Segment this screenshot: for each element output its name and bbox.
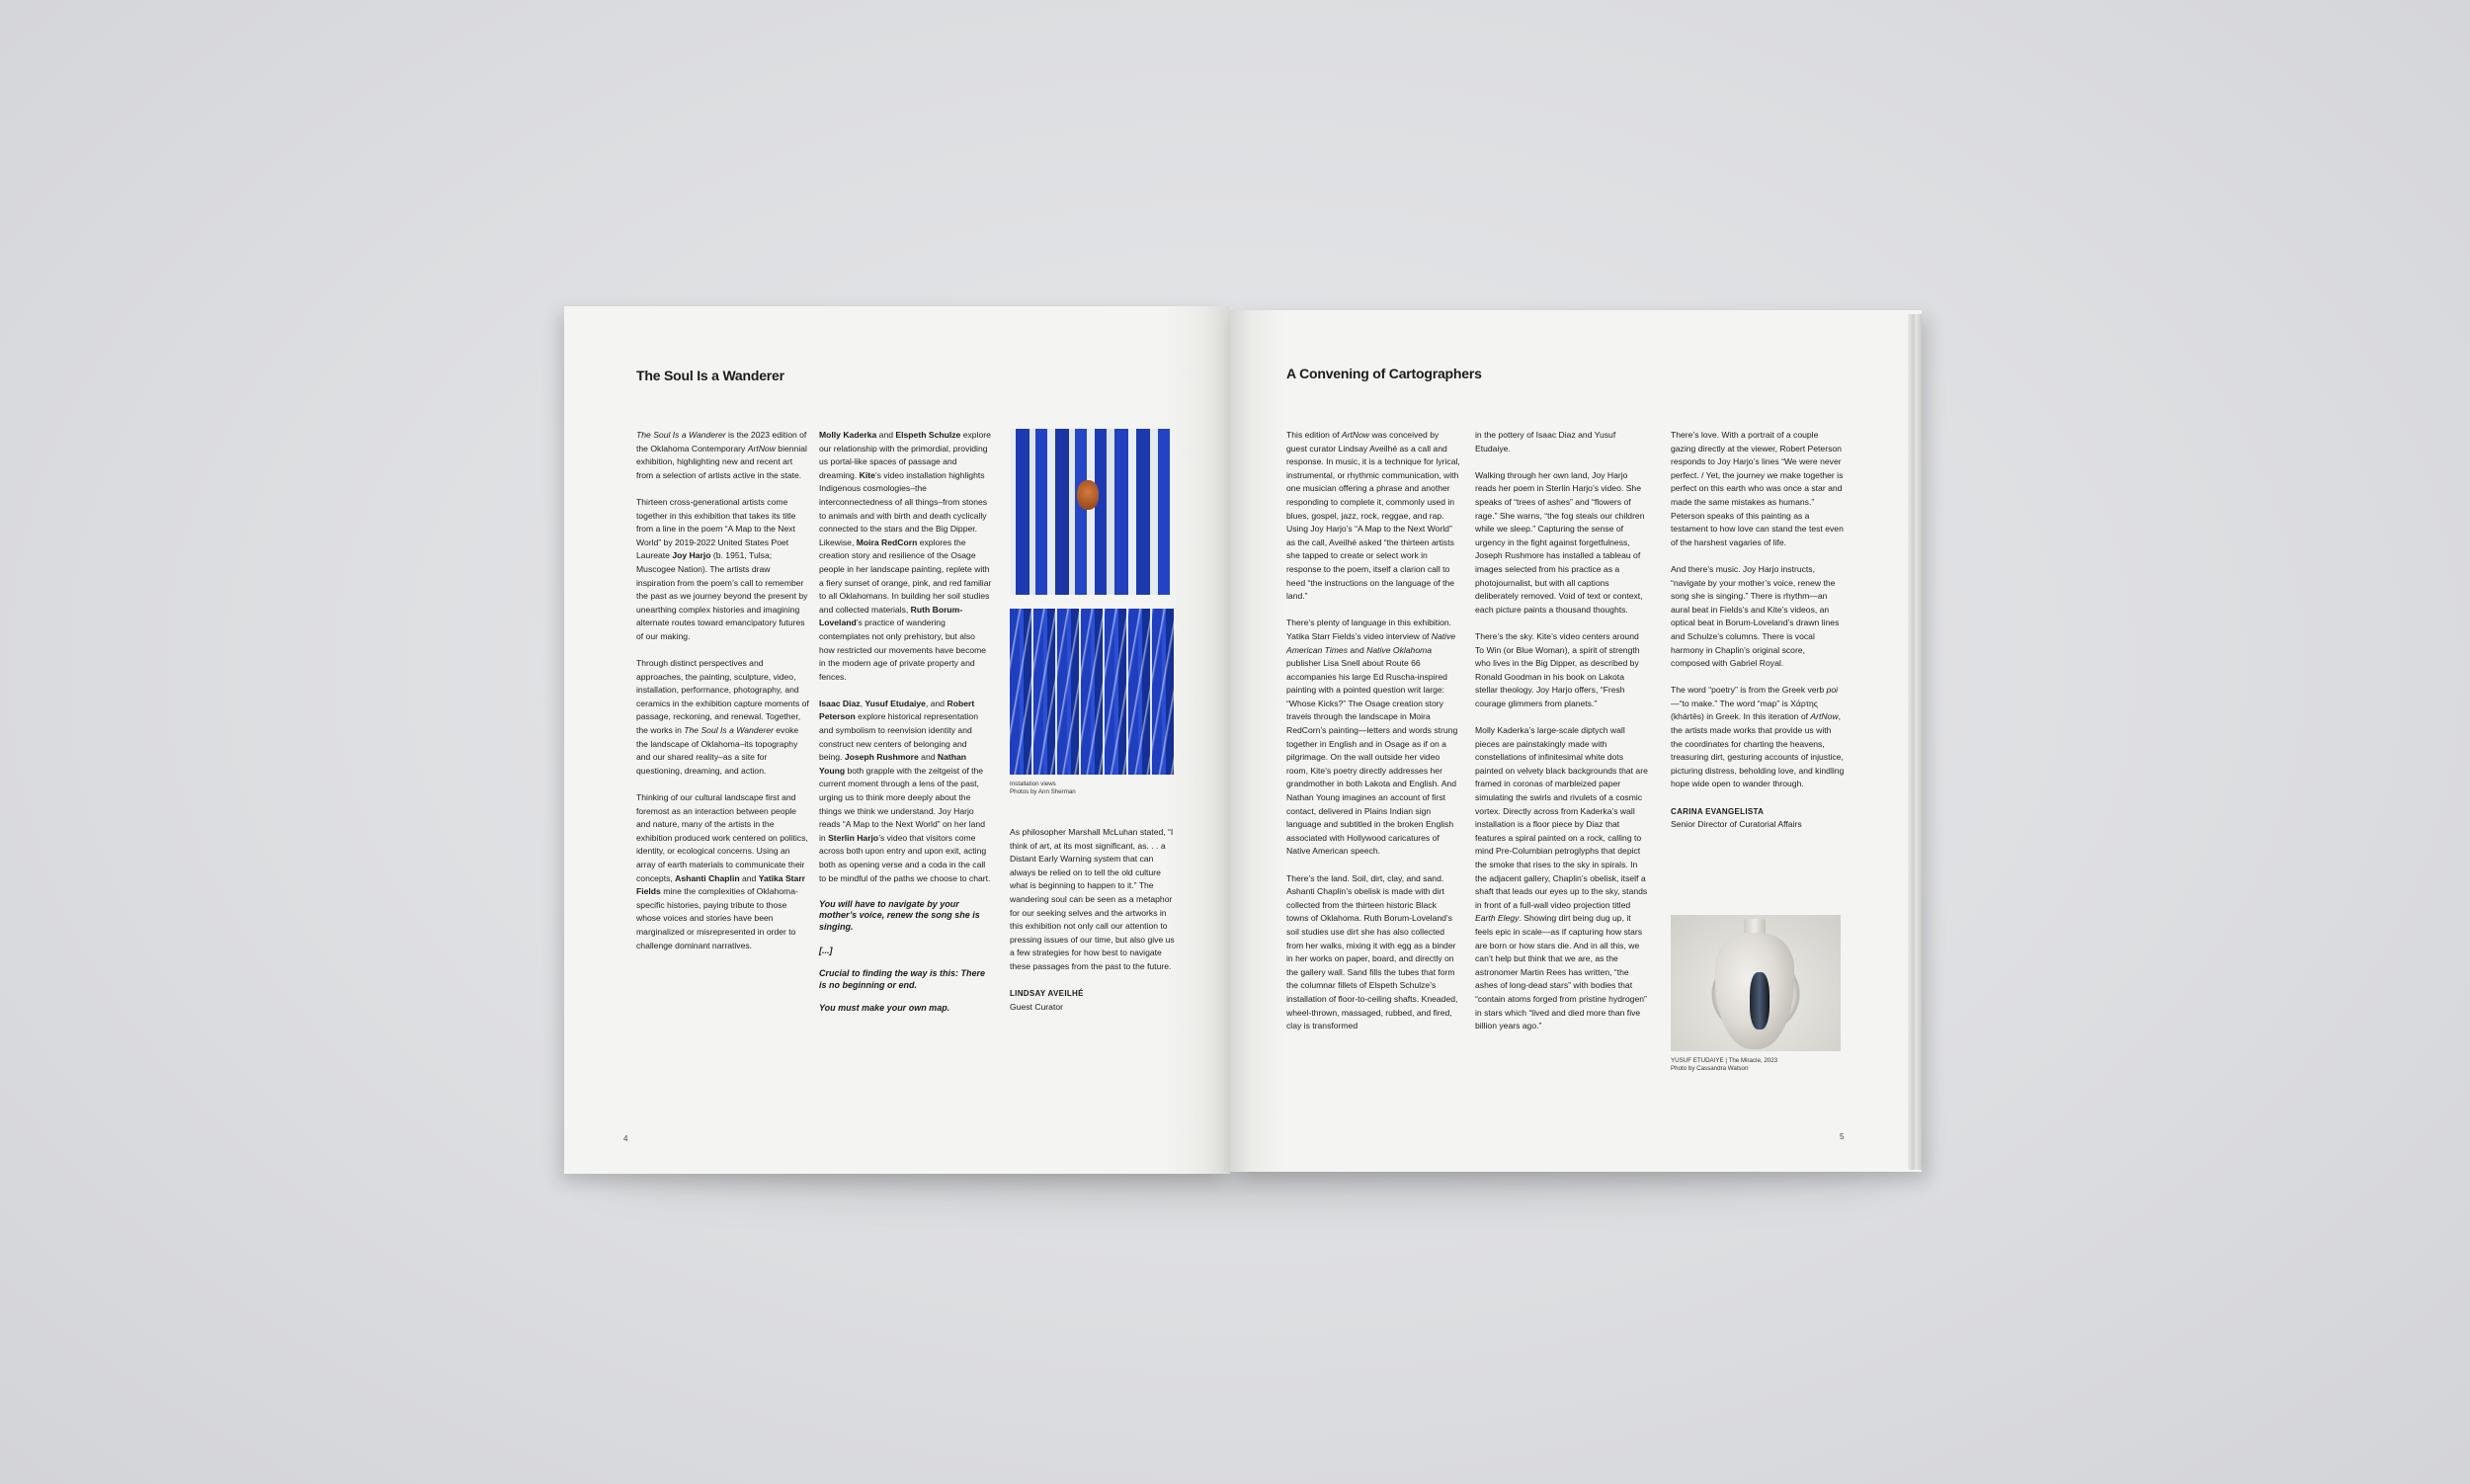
paragraph: The word “poetry” is from the Greek verb poi—“to make.” The word “map” is Χάρτης (khártēs) in Greek. In this iteration of ArtNow, the artists made works that provide us with the coordinates for charting the heavens, treasuring dirt, gesturing accounts of injustice, picturing distress, beholding love, and kindling hope wide open to wander through. <box>1671 685 1845 789</box>
paragraph: There’s the land. Soil, dirt, clay, and sand. Ashanti Chaplin’s obelisk is made with dirt collected from the thirteen historic Black towns of Oklahoma. Ruth Borum-Loveland’s soil studies use dirt she has also collected from her walks, mixing it with egg as a binder in her works on paper, board, and directly on the gallery wall. Sand fills the tubes that form the columnar fillets of Elspeth Schulze’s installation of floor-to-ceiling shafts. Kneaded, wheel-thrown, massaged, rubbed, and fired, clay is transformed <box>1286 872 1458 1031</box>
right-col-1 <box>1286 429 1460 1046</box>
paragraph: Thirteen cross-generational artists come together in this exhibition that takes its title from a line in the poem “A Map to the Next World” by 2019-2022 United States Poet Laureate Joy Harjo (b. 1951, Tulsa; Muscogee Nation). The artists draw inspiration from the poem’s call to remember the past as we journey beyond the present by unearthing complex histories and imagining alternate routes toward emancipatory futures of our making. <box>636 496 808 641</box>
left-page-number: 4 <box>623 1134 628 1143</box>
left-col-1 <box>636 429 809 966</box>
paragraph: There’s plenty of language in this exhibition. Yatika Starr Fields’s video interview of Native American Times and Native Oklahoma publisher Lisa Snell about Route 66 accompanies his large Ed Ruscha-inspired painting with a pointed question writ large: “Whose Kicks?” The Osage creation story travels through the landscape in Moira RedCorn’s painting—letters and words strung together in English and in Osage as if on a pilgrimage. On the wall outside her video room, Kite’s poetry directly addresses her grandmother in both Lakota and English. And Nathan Young imagines an account of first contact, delivered in Plains Indian sign language and subtitled in the broken English associated with Hollywood caricatures of Native American speech. <box>1286 618 1458 857</box>
pull-quote-3: Crucial to finding the way is this: There is no beginning or end. <box>819 968 986 990</box>
left-image-caption <box>1010 781 1174 797</box>
right-caption-line-1: YUSUF ETUDAIYE | The Miracle, 2023 <box>1671 1057 1778 1064</box>
left-col-3-body <box>1010 826 1180 974</box>
paragraph: There’s love. With a portrait of a couple gazing directly at the viewer, Robert Peterson responds to Joy Harjo’s lines “We were never perfect. / Yet, the journey we make together is perfect on this earth who was once a star and made the same mistakes as humans.” Peterson speaks of this painting as a testament to how love can stand the test even of the harshest vagaries of life. <box>1671 430 1844 547</box>
left-caption-line-2: Photos by Ann Sherman <box>1010 788 1076 796</box>
paragraph: As philosopher Marshall McLuhan stated, “I think of art, at its most significant, as. . . a Distant Early Warning system that can always be relied on to tell the old culture what is beginning to happen to it.” The wandering soul can be seen as a metaphor for our seeking selves and the artworks in this exhibition not only call our attention to pressing issues of our time, but also give us a few strategies for how best to navigate these passages from the past to the future. <box>1010 827 1175 971</box>
right-col-3 <box>1671 429 1845 832</box>
right-caption-line-2: Photo by Cassandra Watson <box>1671 1065 1749 1073</box>
paragraph: in the pottery of Isaac Diaz and Yusuf Etudaiye. <box>1475 430 1616 453</box>
paragraph: The Soul Is a Wanderer is the 2023 edition of the Oklahoma Contemporary ArtNow biennial exhibition, highlighting new and recent art from a selection of artists active in the state. <box>636 430 807 480</box>
left-col-3 <box>1010 826 1180 1014</box>
right-signature-role: Senior Director of Curatorial Affairs <box>1671 819 1802 830</box>
paragraph: Walking through her own land, Joy Harjo reads her poem in Sterlin Harjo’s video. She speaks of “trees of ashes” and “flowers of rage.” She warns, “the fog steals our children while we sleep.” Capturing the sense of urgency in the fight against forgetfulness, Joseph Rushmore has installed a tableau of images selected from his practice as a photojournalist, but with all captions deliberately removed. Void of text or context, each picture paints a thousand thoughts. <box>1475 469 1645 615</box>
paragraph: Isaac Diaz, Yusuf Etudaiye, and Robert Peterson explore historical representation and symbolism to reenvision identity and construct new centers of belonging and being. Joseph Rushmore and Nathan Young both grapple with the zeitgeist of the current moment through a lens of the past, urging us to think more deeply about the things we think we understand. Joy Harjo reads “A Map to the Next World” on her land in Sterlin Harjo’s video that visitors come across both upon entry and upon exit, acting both as opening verse and a coda in the call to be mindful of the paths we choose to chart. <box>819 698 991 883</box>
paragraph: There’s the sky. Kite’s video centers around To Win (or Blue Woman), a spirit of strength who lives in the Big Dipper, as described by Ronald Goodman in his book on Lakota stellar theology. Joy Harjo offers, “Fresh courage glimmers from planets.” <box>1475 630 1640 708</box>
vase-opening <box>1750 972 1770 1030</box>
page-stack-edge <box>1908 314 1922 1170</box>
left-col-2-body <box>819 429 992 885</box>
left-page-title: The Soul Is a Wanderer <box>636 368 784 383</box>
left-col-2 <box>819 429 992 1027</box>
left-caption-line-1: Installation views <box>1010 781 1056 787</box>
right-signature-name: CARINA EVANGELISTA <box>1671 806 1765 816</box>
paragraph: And there’s music. Joy Harjo instructs, “navigate by your mother’s voice, renew the song she is singing.” There is rhythm—an aural beat in Fields’s and Kite’s videos, an optical beat in Borum-Loveland’s drawn lines and Schulze’s columns. There is vocal harmony in Chaplin’s original score, composed with Gabriel Royal. <box>1671 563 1840 669</box>
paragraph: This edition of ArtNow was conceived by guest curator Lindsay Aveilhé as a call and response. In music, it is a technique for lyrical, instrumental, or rhythmic communication, with one musician offering a phrase and another responding to complete it, commonly used in blues, gospel, jazz, rock, reggae, and rap. Using Joy Harjo’s “A Map to the Next World” as the call, Aveilhé asked “the thirteen artists she tapped to create or select work in response to the poem, itself a clarion call to heed “the instructions on the language of the land.” <box>1286 430 1460 602</box>
right-col-3-body <box>1671 429 1845 791</box>
right-page <box>1230 310 1922 1172</box>
vase-photo <box>1671 915 1841 1051</box>
paragraph: Molly Kaderka’s large-scale diptych wall pieces are painstakingly made with constellations of infinitesimal white dots painted on velvety black backgrounds that are framed in coronas of marbleized paper simulating the swirls and rivulets of a cosmic vortex. Directly across from Kaderka’s wall installation is a floor piece by Diaz that features a spiral painted on a rock, calling to mind Pre-Columbian petroglyphs that depict the smoke that rises to the sky in spirals. In the adjacent gallery, Chaplin’s obelisk, itself a shaft that leads our eyes up to the sky, stands in front of a full-wall video projection titled Earth Elegy. Showing dirt being dug up, it feels epic in scale—as if capturing how stars are born or how stars die. And in all this, we can’t help but think that we are, as the astronomer Martin Rees has written, “the ashes of long-dead stars” with bodies that “contain atoms forged from pristine hydrogen” in stars which “lived and died more than five billion years ago.” <box>1475 725 1648 1031</box>
pull-quote-1: You will have to navigate by your mother’s voice, renew the song she is singing. <box>819 898 980 932</box>
left-signature-role: Guest Curator <box>1010 1001 1063 1012</box>
paragraph: Through distinct perspectives and approaches, the painting, sculpture, video, installation, performance, photography, and ceramics in the exhibition capture moments of passage, reckoning, and renewal. Together, the works in The Soul Is a Wanderer evoke the landscape of Oklahoma–its topography and our shared reality–as a site for questioning, dreaming, and action. <box>636 658 809 776</box>
mask-figure <box>1077 480 1099 510</box>
right-page-title: A Convening of Cartographers <box>1286 366 1482 381</box>
pull-quote-4: You must make your own map. <box>819 1003 950 1014</box>
left-page <box>564 306 1230 1174</box>
paragraph: Molly Kaderka and Elspeth Schulze explore our relationship with the primordial, providing us portal-like spaces of passage and dreaming. Kite’s video installation highlights Indigenous cosmologies–the interconnectedness of all things–from stones to animals and with birth and death cyclically connected to the stars and the Big Dipper. Likewise, Moira RedCorn explores the creation story and resilience of the Osage people in her landscape painting, replete with a fiery sunset of orange, pink, and red familiar to all Oklahomans. In building her soil studies and collected materials, Ruth Borum-Loveland’s practice of wandering contemplates not only prehistory, but also how restricted our movements have become in the modern age of private property and fences. <box>819 430 992 682</box>
pull-quote-2: [...] <box>819 945 833 955</box>
right-col-2 <box>1475 429 1649 1046</box>
right-page-number: 5 <box>1840 1132 1845 1141</box>
right-image-caption <box>1671 1057 1849 1074</box>
installation-photo-top <box>1010 429 1174 595</box>
installation-photo-bottom <box>1010 609 1174 775</box>
left-signature-name: LINDSAY AVEILHÉ <box>1010 989 1084 999</box>
paragraph: Thinking of our cultural landscape first and foremost as an interaction between people and nature, many of the artists in the exhibition produced work centered on politics, identity, or ecological concerns. Using an array of earth materials to communicate their concepts, Ashanti Chaplin and Yatika Starr Fields mine the complexities of Oklahoma-specific histories, paying tribute to those whose voices and stories have been marginalized or misrepresented in order to challenge dominant narratives. <box>636 792 808 950</box>
